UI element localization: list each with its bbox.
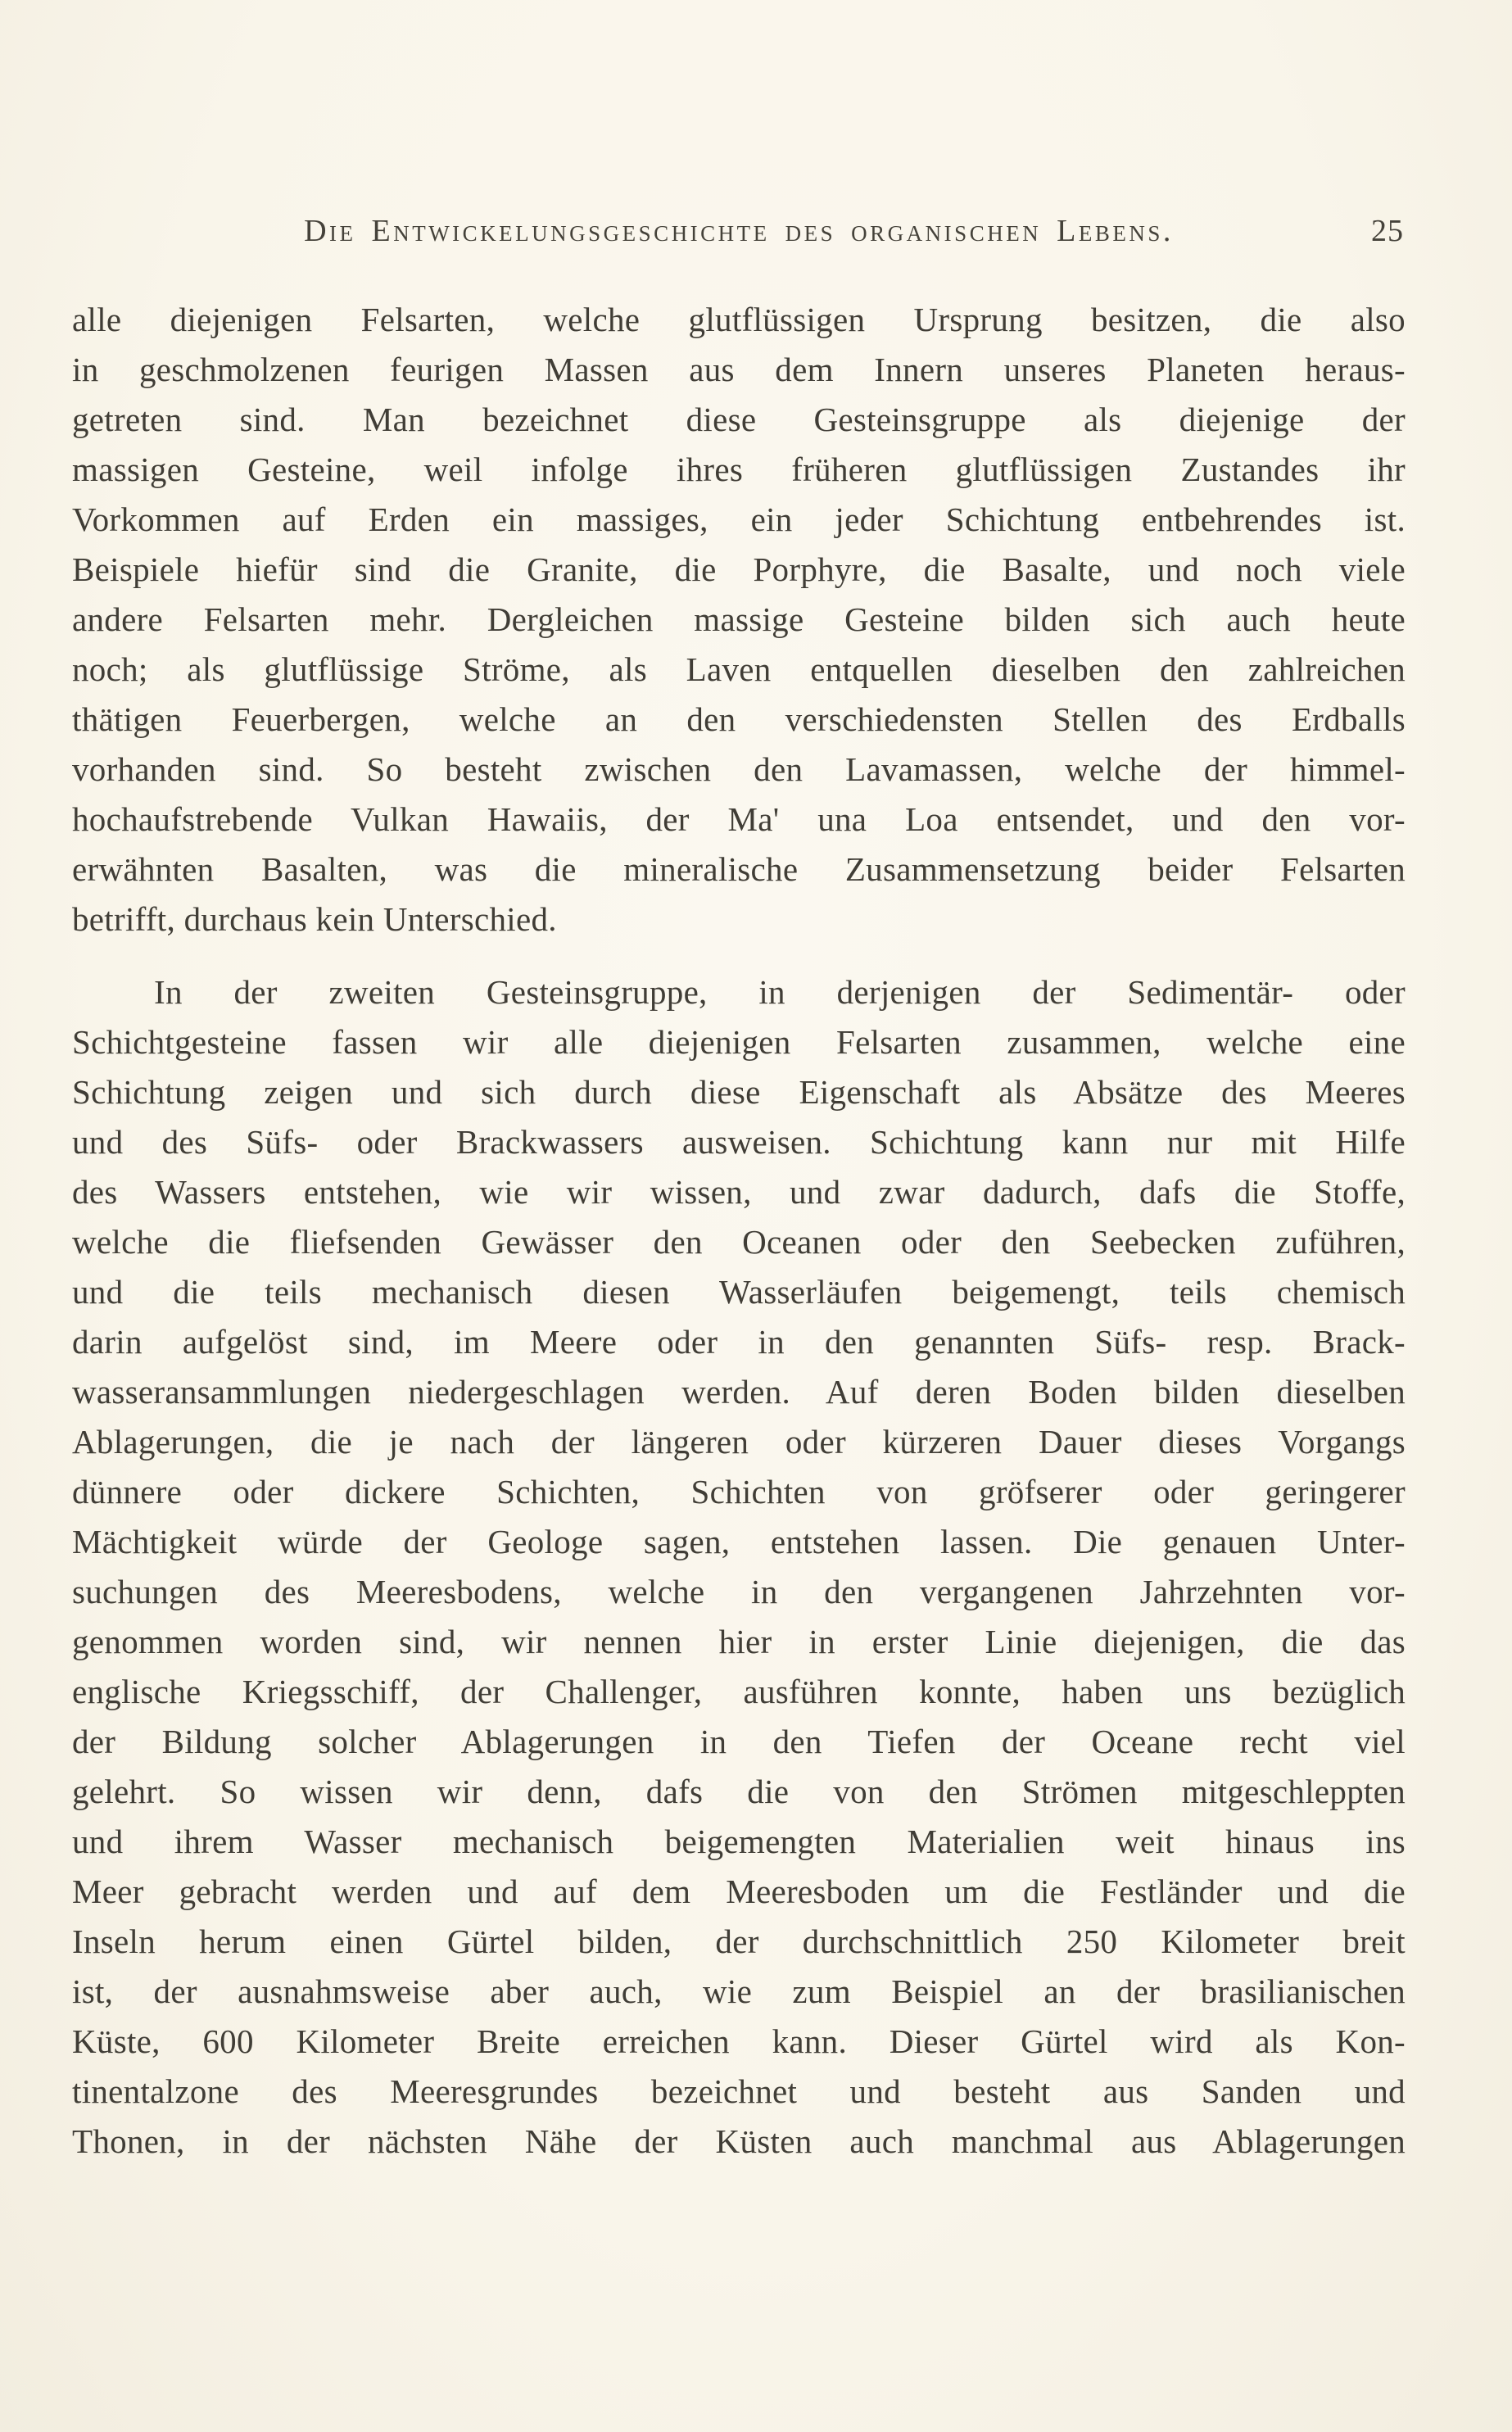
text-line: Schichtgesteine fassen wir alle diejenigen Felsarten zusammen, welche eine [72,1023,1406,1061]
text-line: thätigen Feuerbergen, welche an den verschiedensten Stellen des Erdballs [72,700,1406,738]
text-line: ist, der ausnahmsweise aber auch, wie zum Beispiel an der brasilianischen [72,1972,1406,2010]
text-line: Meer gebracht werden und auf dem Meeresboden um die Festländer und die [72,1873,1406,1910]
text-line: suchungen des Meeresbodens, welche in den vergangenen Jahrzehnten vor- [72,1573,1406,1610]
text-line: Küste, 600 Kilometer Breite erreichen kann. Dieser Gürtel wird als Kon- [72,2022,1406,2060]
paragraph [72,967,1406,2167]
text-line: alle diejenigen Felsarten, welche glutflüssigen Ursprung besitzen, die also [72,301,1406,338]
text-line: englische Kriegsschiff, der Challenger, ausführen konnte, haben uns bezüglich [72,1673,1406,1710]
text-line: welche die fliefsenden Gewässer den Oceanen oder den Seebecken zuführen, [72,1223,1406,1261]
text-block [72,295,1406,2167]
text-line: In der zweiten Gesteinsgruppe, in derjenigen der Sedimentär- oder [154,973,1406,1011]
text-line: genommen worden sind, wir nennen hier in erster Linie diejenigen, die das [72,1623,1406,1660]
text-line: massigen Gesteine, weil infolge ihres früheren glutflüssigen Zustandes ihr [72,451,1406,488]
page-header [72,211,1406,251]
text-line: tinentalzone des Meeresgrundes bezeichnet und besteht aus Sanden und [72,2072,1406,2110]
text-line: vorhanden sind. So besteht zwischen den Lavamassen, welche der himmel- [72,750,1406,788]
running-title: Die Entwickelungsgeschichte des organischen Lebens. [304,214,1174,248]
text-line: hochaufstrebende Vulkan Hawaiis, der Ma' una Loa entsendet, und den vor- [72,800,1406,838]
text-line: Mächtigkeit würde der Geologe sagen, entstehen lassen. Die genauen Unter- [72,1523,1406,1560]
text-line: andere Felsarten mehr. Dergleichen massige Gesteine bilden sich auch heute [72,600,1406,638]
text-line: darin aufgelöst sind, im Meere oder in den genannten Süfs- resp. Brack- [72,1323,1406,1361]
text-line: und des Süfs- oder Brackwassers ausweisen. Schichtung kann nur mit Hilfe [72,1123,1406,1161]
text-line: Schichtung zeigen und sich durch diese Eigenschaft als Absätze des Meeres [72,1073,1406,1111]
text-line: der Bildung solcher Ablagerungen in den Tiefen der Oceane recht viel [72,1723,1406,1760]
text-line: wasseransammlungen niedergeschlagen werden. Auf deren Boden bilden dieselben [72,1373,1406,1411]
paragraph [72,295,1406,944]
text-line: noch; als glutflüssige Ströme, als Laven entquellen dieselben den zahlreichen [72,650,1406,688]
text-line: Ablagerungen, die je nach der längeren oder kürzeren Dauer dieses Vorgangs [72,1423,1406,1461]
text-line: gelehrt. So wissen wir denn, dafs die von den Strömen mitgeschleppten [72,1773,1406,1810]
text-line: Thonen, in der nächsten Nähe der Küsten auch manchmal aus Ablagerungen [72,2122,1406,2160]
text-line: dünnere oder dickere Schichten, Schichten von gröfserer oder geringerer [72,1473,1406,1510]
text-line: getreten sind. Man bezeichnet diese Gesteinsgruppe als diejenige der [72,401,1406,438]
text-line: Beispiele hiefür sind die Granite, die Porphyre, die Basalte, und noch viele [72,550,1406,588]
text-line: in geschmolzenen feurigen Massen aus dem Innern unseres Planeten heraus- [72,351,1406,388]
text-line: Inseln herum einen Gürtel bilden, der durchschnittlich 250 Kilometer breit [72,1923,1406,1960]
text-line: Vorkommen auf Erden ein massiges, ein jeder Schichtung entbehrendes ist. [72,500,1406,538]
text-line: betrifft, durchaus kein Unterschied. [72,900,557,938]
text-line: erwähnten Basalten, was die mineralische Zusammensetzung beider Felsarten [72,850,1406,888]
page-number: 25 [1371,214,1404,248]
text-line: und die teils mechanisch diesen Wasserläufen beigemengt, teils chemisch [72,1273,1406,1311]
text-line: des Wassers entstehen, wie wir wissen, und zwar dadurch, dafs die Stoffe, [72,1173,1406,1211]
page-content [72,211,1406,2167]
text-line: und ihrem Wasser mechanisch beigemengten Materialien weit hinaus ins [72,1823,1406,1860]
